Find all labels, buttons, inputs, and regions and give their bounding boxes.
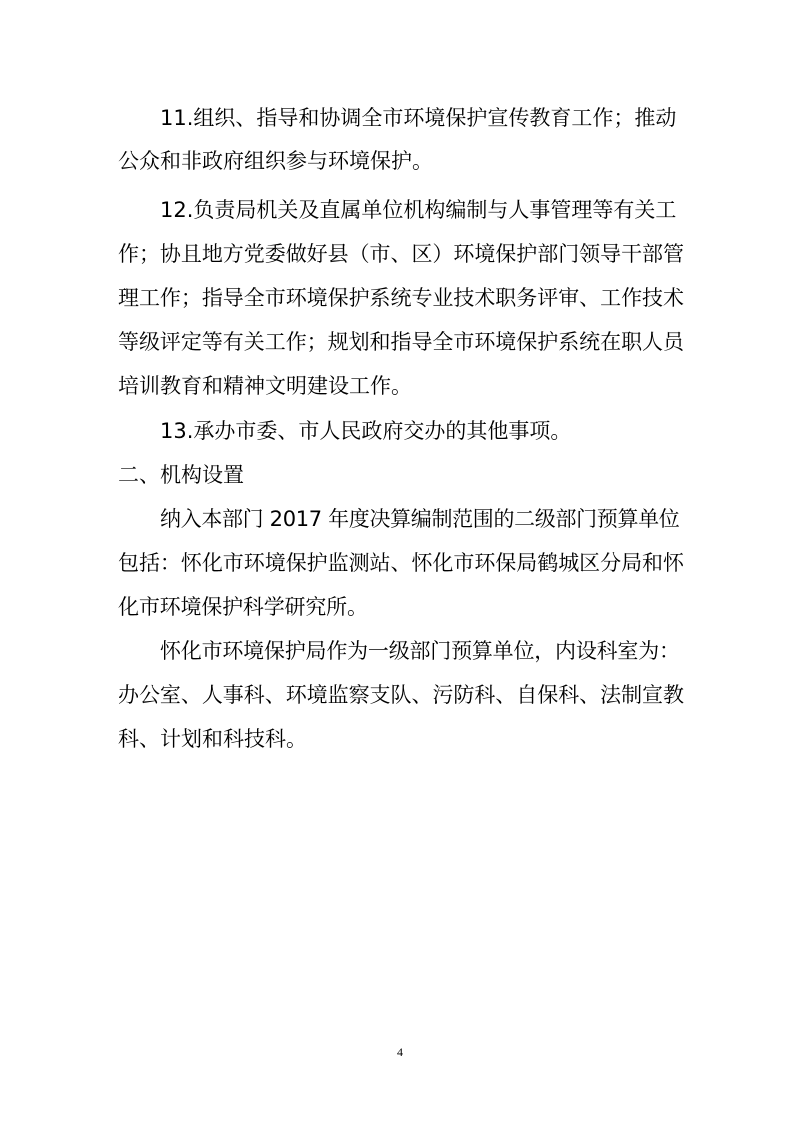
- scope-paragraph-line-3: 化市环境保护科学研究所。: [118, 595, 368, 619]
- item-12-line-5: 培训教育和精神文明建设工作。: [118, 374, 412, 398]
- item-13-line-1: 13.承办市委、市人民政府交办的其他事项。: [160, 419, 572, 443]
- item-11-line-2: 公众和非政府组织参与环境保护。: [118, 149, 433, 173]
- item-12-line-1: 12.负责局机关及直属单位机构编制与人事管理等有关工: [160, 198, 677, 222]
- section-heading: 二、机构设置: [118, 463, 244, 487]
- scope-paragraph-line-2: 包括：怀化市环境保护监测站、怀化市环保局鹤城区分局和怀: [118, 551, 684, 575]
- item-12-line-4: 等级评定等有关工作；规划和指导全市环境保护系统在职人员: [118, 330, 684, 354]
- page-number: 4: [397, 1045, 403, 1059]
- item-12-line-3: 理工作；指导全市环境保护系统专业技术职务评审、工作技术: [118, 286, 684, 310]
- scope-paragraph-line-1: 纳入本部门 2017 年度决算编制范围的二级部门预算单位: [160, 507, 680, 531]
- item-12-line-2: 作；协且地方党委做好县（市、区）环境保护部门领导干部管: [118, 242, 684, 266]
- departments-paragraph-line-2: 办公室、人事科、环境监察支队、污防科、自保科、法制宣教: [118, 683, 684, 707]
- departments-paragraph-line-1: 怀化市环境保护局作为一级部门预算单位，内设科室为：: [160, 639, 680, 663]
- item-11-line-1: 11.组织、指导和协调全市环境保护宣传教育工作；推动: [160, 106, 677, 130]
- departments-paragraph-line-3: 科、计划和科技科。: [118, 727, 307, 751]
